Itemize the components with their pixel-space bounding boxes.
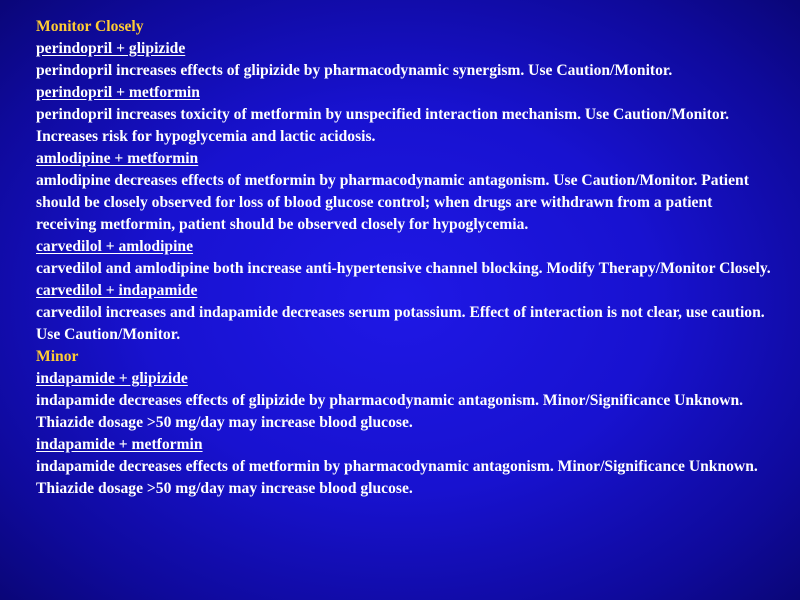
interaction-pair: carvedilol + amlodipine (36, 238, 194, 255)
interaction-description: carvedilol and amlodipine both increase anti-hypertensive channel blocking. Modify Therapy/Monitor Closely. (36, 260, 771, 277)
section-heading-minor: Minor (36, 348, 79, 365)
interaction-pair: perindopril + glipizide (36, 40, 186, 57)
interaction-description: indapamide decreases effects of glipizide by pharmacodynamic antagonism. Minor/Significance Unknown. Thiazide dosage >50 mg/day may increase blood glucose. (36, 392, 744, 431)
interaction-description: amlodipine decreases effects of metformin by pharmacodynamic antagonism. Use Caution/Monitor. Patient should be closely observed for loss of blood glucose control; when drugs are withdrawn from a patient receiving metformin, patient should be observed closely for hypoglycemia. (36, 172, 749, 233)
interaction-description: perindopril increases toxicity of metformin by unspecified interaction mechanism. Use Caution/Monitor. Increases risk for hypoglycemia and lactic acidosis. (36, 106, 730, 145)
interaction-pair: perindopril + metformin (36, 84, 200, 101)
interaction-pair: indapamide + metformin (36, 436, 203, 453)
interaction-pair: carvedilol + indapamide (36, 282, 198, 299)
interaction-pair: amlodipine + metformin (36, 150, 199, 167)
interaction-pair: indapamide + glipizide (36, 370, 188, 387)
section-heading-monitor-closely: Monitor Closely (36, 18, 144, 35)
interaction-description: perindopril increases effects of glipizide by pharmacodynamic synergism. Use Caution/Monitor. (36, 62, 673, 79)
interaction-description: indapamide decreases effects of metformin by pharmacodynamic antagonism. Minor/Significance Unknown. Thiazide dosage >50 mg/day may increase blood glucose. (36, 458, 758, 497)
interaction-description: carvedilol increases and indapamide decreases serum potassium. Effect of interaction is not clear, use caution. Use Caution/Monitor. (36, 304, 765, 343)
